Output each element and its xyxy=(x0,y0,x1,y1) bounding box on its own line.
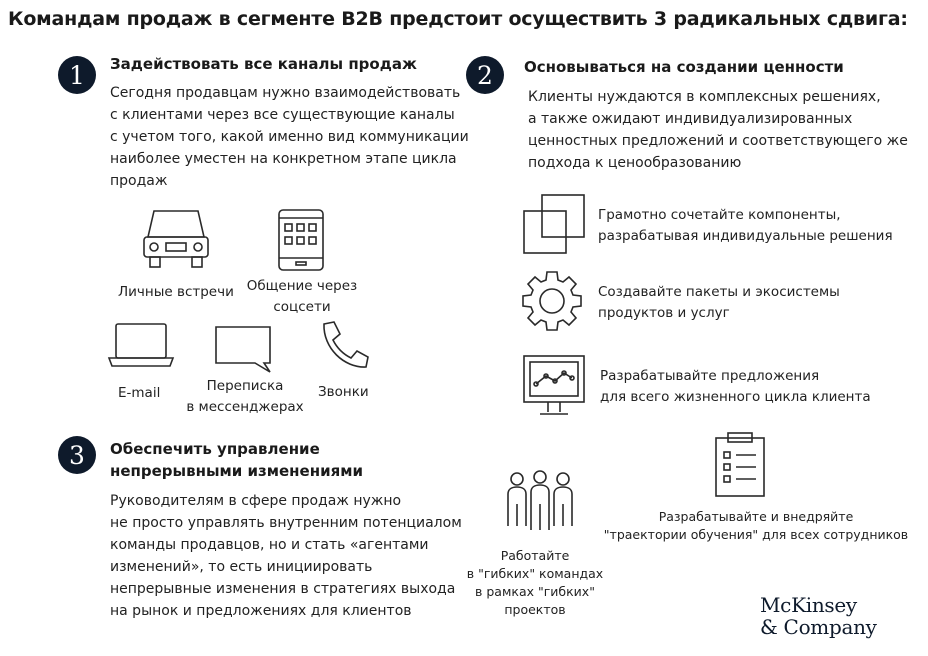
section-3-body-line: не просто управлять внутренним потенциалом xyxy=(110,515,462,531)
section-2-heading: Основываться на создании ценности xyxy=(524,58,844,76)
section-3-body-line: непрерывные изменения в стратегиях выхода xyxy=(110,581,456,597)
channel-messengers-label xyxy=(186,376,304,418)
monitor-chart-icon xyxy=(522,354,586,418)
section-1-heading: Задействовать все каналы продаж xyxy=(110,55,417,73)
chat-bubble-icon xyxy=(214,325,274,375)
section-1-body-line: наиболее уместен на конкретном этапе цикла xyxy=(110,151,457,167)
section-2-item-3 xyxy=(600,366,871,408)
training-label xyxy=(596,508,916,544)
gear-icon xyxy=(520,270,584,334)
section-2-item-1-line: разрабатывая индивидуальные решения xyxy=(598,228,893,244)
mckinsey-logo-line: McKinsey xyxy=(760,593,857,617)
channel-email-label: E-mail xyxy=(118,385,161,401)
channel-messengers-label-line: в мессенджерах xyxy=(186,399,304,415)
section-2-item-2-line: Создавайте пакеты и экосистемы xyxy=(598,284,840,300)
channel-calls-label: Звонки xyxy=(318,384,369,400)
teams-label-line: в рамках "гибких" xyxy=(475,584,595,599)
tablet-icon xyxy=(277,208,325,272)
section-3-heading xyxy=(110,438,363,482)
channel-meetings-label: Личные встречи xyxy=(118,284,234,300)
section-2-body-line: ценностных предложений и соответствующего же xyxy=(528,133,908,149)
section-2-body-line: а также ожидают индивидуализированных xyxy=(528,111,853,127)
section-2-item-1-line: Грамотно сочетайте компоненты, xyxy=(598,207,841,223)
section-3-body-line: Руководителям в сфере продаж нужно xyxy=(110,493,402,509)
section-2-item-3-line: для всего жизненного цикла клиента xyxy=(600,389,871,405)
mckinsey-logo xyxy=(760,594,877,638)
section-1-body-line: с учетом того, какой именно вид коммуникации xyxy=(110,129,469,145)
mckinsey-logo-line: & Company xyxy=(760,615,877,639)
training-label-line: Разрабатывайте и внедряйте xyxy=(658,509,854,524)
section-1-body xyxy=(110,82,469,192)
section-1-number: 1 xyxy=(58,56,96,94)
section-2-body xyxy=(528,86,908,174)
clipboard-checklist-icon xyxy=(714,432,766,498)
team-people-icon xyxy=(504,470,576,538)
teams-label-line: проектов xyxy=(504,602,566,617)
channel-social-label xyxy=(216,276,388,318)
section-2-item-1 xyxy=(598,205,893,247)
channel-messengers-label-line: Переписка xyxy=(206,378,284,394)
section-3-body xyxy=(110,490,462,622)
section-2-number: 2 xyxy=(466,56,504,94)
car-icon xyxy=(142,207,210,271)
channel-social-label-line: Общение через xyxy=(246,278,358,294)
teams-label xyxy=(452,547,618,619)
section-3-number: 3 xyxy=(58,436,96,474)
phone-icon xyxy=(318,320,370,372)
section-3-heading-line: Обеспечить управление xyxy=(110,440,320,458)
laptop-icon xyxy=(108,322,174,370)
channel-social-label-line: соцсети xyxy=(273,299,331,315)
page-title: Командам продаж в сегменте B2B предстоит осуществить 3 радикальных сдвига: xyxy=(8,8,908,30)
section-2-body-line: подхода к ценообразованию xyxy=(528,155,742,171)
section-3-heading-line: непрерывными изменениями xyxy=(110,462,364,480)
section-2-item-2 xyxy=(598,282,840,324)
section-2-item-2-line: продуктов и услуг xyxy=(598,305,730,321)
section-1-body-line: Сегодня продавцам нужно взаимодействовать xyxy=(110,85,461,101)
teams-label-line: Работайте xyxy=(500,548,570,563)
section-1-body-line: с клиентами через все существующие каналы xyxy=(110,107,455,123)
section-3-body-line: на рынок и предложениях для клиентов xyxy=(110,603,412,619)
section-1-body-line: продаж xyxy=(110,173,168,189)
section-3-body-line: изменений», то есть инициировать xyxy=(110,559,373,575)
overlapping-squares-icon xyxy=(522,193,586,257)
section-2-body-line: Клиенты нуждаются в комплексных решениях, xyxy=(528,89,881,105)
section-3-body-line: команды продавцов, но и стать «агентами xyxy=(110,537,429,553)
section-2-item-3-line: Разрабатывайте предложения xyxy=(600,368,820,384)
teams-label-line: в "гибких" командах xyxy=(466,566,604,581)
training-label-line: "траектории обучения" для всех сотрудников xyxy=(603,527,909,542)
